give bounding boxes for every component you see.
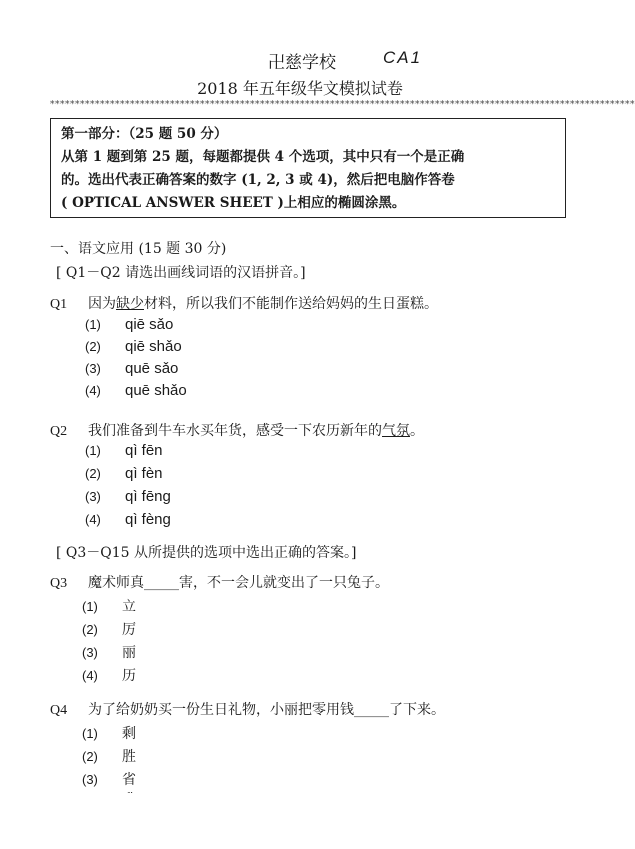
question-q4: [50, 699, 445, 719]
question-number: Q3: [50, 576, 68, 591]
option-number: (3): [82, 772, 98, 787]
question-text: 为了给奶奶买一份生日礼物，小丽把零用钱: [88, 702, 354, 718]
option-text: qì fēn: [125, 442, 163, 459]
exam-title: 2018 年五年级华文模拟试卷: [197, 79, 403, 98]
question-q3: [50, 572, 389, 592]
subsection-instruction: [ Q1－Q2 请选出画线词语的汉语拼音。]: [56, 265, 306, 281]
option: [85, 488, 171, 505]
option: [82, 769, 136, 789]
question-q1: [50, 293, 438, 313]
option-text: qiē sǎo: [125, 316, 174, 333]
question-text: 因为: [88, 296, 116, 312]
question-q2: [50, 420, 424, 440]
instructions-line: 的。选出代表正确答案的数字 (1, 2, 3 或 4)，然后把电脑作答卷: [61, 172, 455, 188]
option: [85, 465, 163, 482]
option-text: quē sǎo: [125, 360, 179, 377]
option-text: 历: [122, 668, 136, 684]
option-text: 胜: [122, 749, 136, 765]
option-text: 剩: [122, 726, 136, 742]
option: [82, 642, 136, 662]
option-number: (1): [85, 443, 101, 458]
question-number: Q4: [50, 703, 68, 718]
option-text: quē shǎo: [125, 382, 187, 399]
subsection-instruction: [ Q3－Q15 从所提供的选项中选出正确的答案。]: [56, 545, 357, 561]
option-number: (4): [85, 383, 101, 398]
instructions-box: [50, 118, 566, 218]
instructions-line: ( OPTICAL ANSWER SHEET )上相应的椭圆涂黑。: [61, 195, 406, 211]
option-text: qiē shǎo: [125, 338, 182, 355]
option-number: (1): [82, 726, 98, 741]
option-number: (2): [82, 622, 98, 637]
option: [82, 746, 136, 766]
option-number: (1): [85, 317, 101, 332]
option: [85, 382, 187, 399]
option: [85, 338, 182, 355]
question-text: 我们准备到牛车水买年货，感受一下农历新年的: [88, 423, 382, 439]
option-text: 厉: [122, 622, 136, 638]
option-text: qì fēng: [125, 488, 171, 505]
question-text: 魔术师真: [88, 575, 144, 591]
question-text: 害，不一会儿就变出了一只兔子。: [179, 575, 389, 591]
option: [82, 723, 136, 743]
option: [82, 619, 136, 639]
option-number: (1): [82, 599, 98, 614]
exam-code: CA1: [383, 48, 423, 67]
option-number: (3): [85, 361, 101, 376]
answer-blank: _____: [354, 702, 389, 718]
option-number: (3): [85, 489, 101, 504]
option: [85, 360, 178, 377]
option-number: (4): [85, 512, 101, 527]
option-text: 省: [122, 772, 136, 788]
option-number: (3): [82, 645, 98, 660]
option: [85, 316, 173, 333]
instructions-line: 从第 1 题到第 25 题，每题都提供 4 个选项，其中只有一个是正确: [61, 149, 465, 165]
question-number: Q2: [50, 424, 68, 439]
instructions-line: 第一部分：（25 题 50 分）: [61, 126, 228, 142]
question-text: 了下来。: [389, 702, 445, 718]
star-divider: *********************************************************************************************************************: [50, 100, 635, 110]
option-text: qì fèng: [125, 511, 171, 528]
option: [85, 442, 163, 459]
option: [82, 665, 136, 685]
option: [85, 511, 171, 528]
question-number: Q1: [50, 297, 68, 312]
underlined-word: 气氛: [382, 423, 410, 439]
option-number: (2): [85, 466, 101, 481]
underlined-word: 缺少: [116, 296, 144, 312]
section-heading: 一、语文应用 (15 题 30 分): [50, 241, 227, 257]
option-number: (2): [85, 339, 101, 354]
answer-blank: _____: [144, 575, 179, 591]
school-name: 卍慈学校: [268, 53, 336, 73]
option-number: (2): [82, 749, 98, 764]
option-text: 立: [122, 599, 136, 615]
option-text: qì fèn: [125, 465, 163, 482]
option: [82, 596, 136, 616]
question-text: 。: [410, 423, 424, 439]
question-text: 材料，所以我们不能制作送给妈妈的生日蛋糕。: [144, 296, 438, 312]
option-number: (4): [82, 668, 98, 683]
page-cutoff: [0, 793, 600, 849]
option-text: 丽: [122, 645, 136, 661]
